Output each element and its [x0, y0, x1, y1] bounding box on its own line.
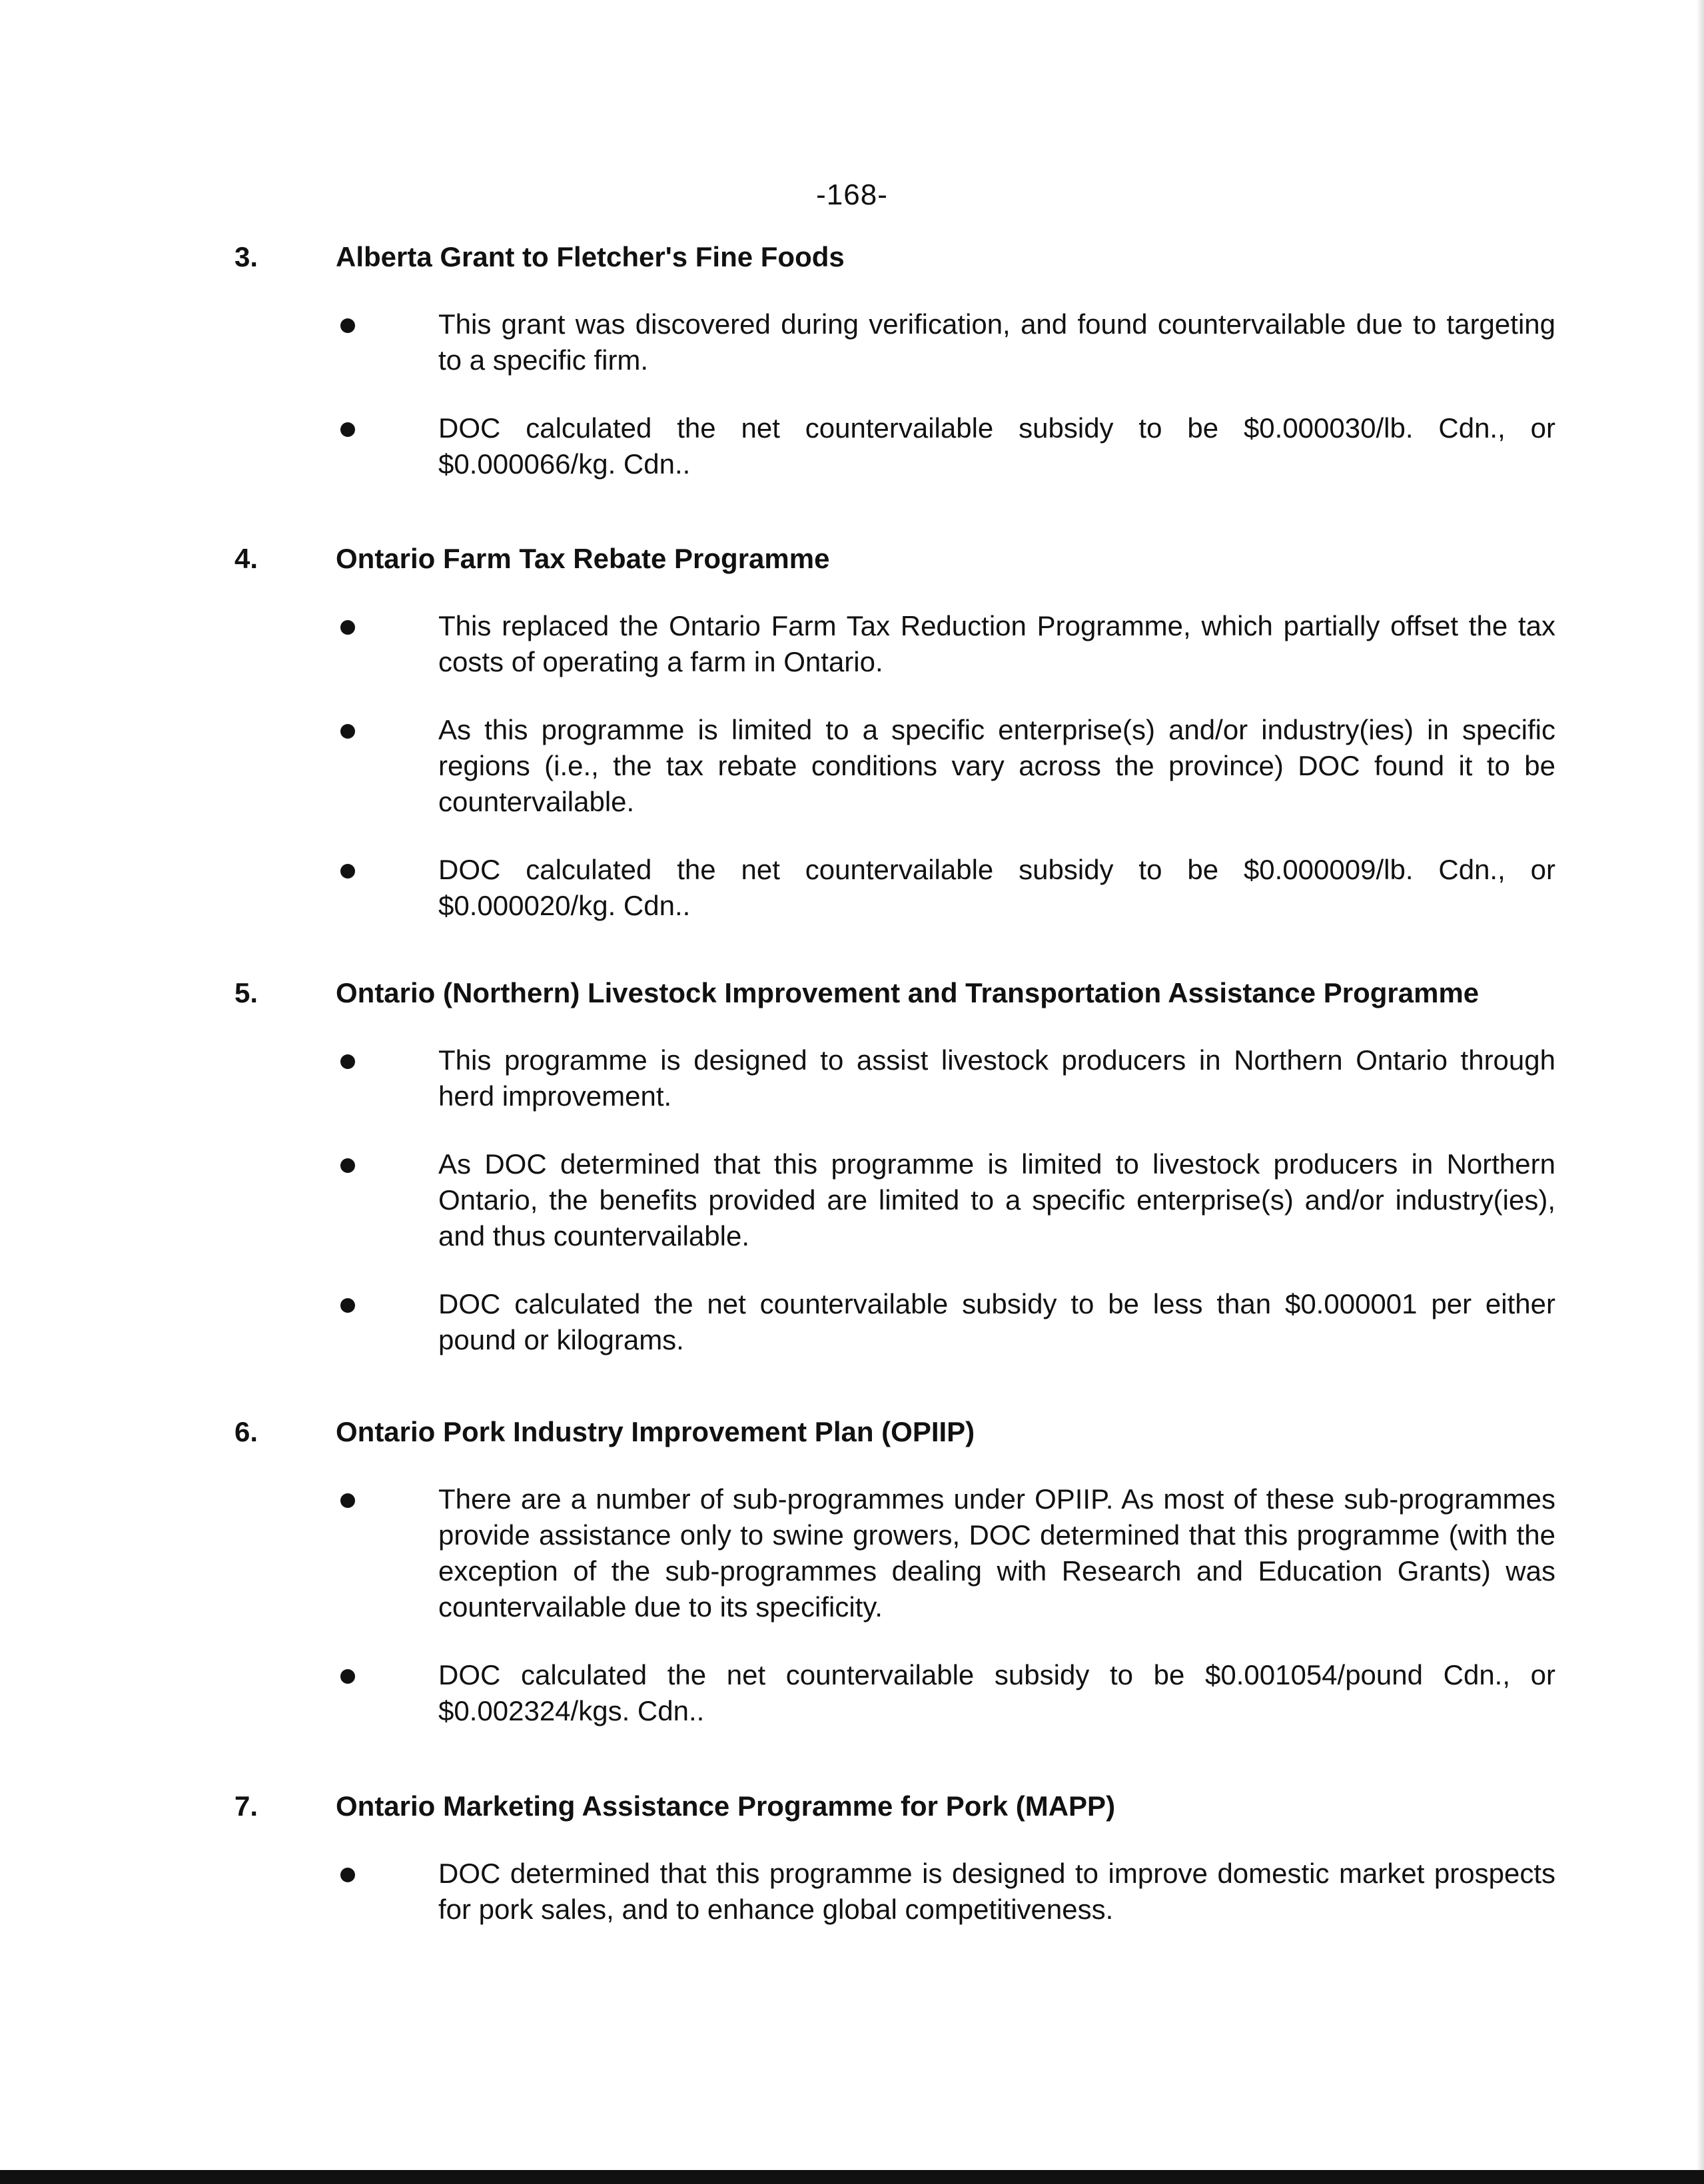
scan-edge-shadow: [1697, 0, 1704, 2184]
list-item-text: DOC calculated the net countervailable subsidy to be $0.000030/lb. Cdn., or $0.000066/kg. Cdn..: [438, 412, 1555, 480]
list-item-text: DOC determined that this programme is designed to improve domestic market prospects for pork sales, and to enhance global competitiveness.: [438, 1858, 1555, 1925]
section-heading: [0, 543, 1704, 583]
section-7: [0, 1790, 1704, 1928]
section-heading: [0, 977, 1704, 1017]
list-item: [0, 306, 1704, 378]
list-item: [0, 1856, 1704, 1928]
section-number: 6.: [234, 1416, 258, 1447]
section-title: Ontario Marketing Assistance Programme for Pork (MAPP): [336, 1790, 1116, 1822]
section-5: [0, 977, 1704, 1358]
list-item: [0, 1042, 1704, 1114]
section-number: 4.: [234, 543, 258, 574]
section-title: Alberta Grant to Fletcher's Fine Foods: [336, 241, 845, 272]
list-item: [0, 1657, 1704, 1729]
section-number: 3.: [234, 241, 258, 272]
list-item: [0, 608, 1704, 680]
list-item-text: DOC calculated the net countervailable subsidy to be $0.001054/pound Cdn., or $0.002324/kgs. Cdn..: [438, 1659, 1555, 1726]
scan-bottom-border: [0, 2170, 1704, 2184]
bullet-icon: [340, 422, 355, 437]
bullet-icon: [340, 864, 355, 879]
list-item: [0, 712, 1704, 820]
page-number: -168-: [816, 179, 888, 211]
list-item: [0, 1146, 1704, 1254]
section-heading: [0, 1416, 1704, 1456]
bullet-icon: [340, 1298, 355, 1313]
section-number: 7.: [234, 1790, 258, 1822]
section-3: [0, 241, 1704, 482]
list-item-text: As DOC determined that this programme is limited to livestock producers in Northern Ontario, the benefits provided are limited to a specific enterprise(s) and/or industry(ies), and thus countervailable.: [438, 1148, 1555, 1252]
section-number: 5.: [234, 977, 258, 1008]
list-item-text: This grant was discovered during verification, and found countervailable due to targeting to a specific firm.: [438, 308, 1555, 376]
list-item-text: DOC calculated the net countervailable subsidy to be less than $0.000001 per either pound or kilograms.: [438, 1288, 1555, 1355]
bullet-icon: [340, 1868, 355, 1882]
section-heading: [0, 241, 1704, 281]
list-item-text: DOC calculated the net countervailable subsidy to be $0.000009/lb. Cdn., or $0.000020/kg. Cdn..: [438, 854, 1555, 921]
list-item: [0, 852, 1704, 924]
bullet-icon: [340, 318, 355, 333]
list-item-text: There are a number of sub-programmes under OPIIP. As most of these sub-programmes provide assistance only to swine growers, DOC determined that this programme (with the exception of the sub-programmes dealing with Research and Education Grants) was countervailable due to its specificity.: [438, 1483, 1555, 1623]
bullet-icon: [340, 724, 355, 739]
bullet-icon: [340, 620, 355, 635]
section-title: Ontario Farm Tax Rebate Programme: [336, 543, 830, 574]
list-item-text: As this programme is limited to a specific enterprise(s) and/or industry(ies) in specific regions (i.e., the tax rebate conditions vary across the province) DOC found it to be countervailable.: [438, 714, 1555, 817]
bullet-icon: [340, 1493, 355, 1508]
section-4: [0, 543, 1704, 924]
section-title: Ontario Pork Industry Improvement Plan (OPIIP): [336, 1416, 975, 1447]
list-item-text: This programme is designed to assist livestock producers in Northern Ontario through herd improvement.: [438, 1044, 1555, 1112]
bullet-icon: [340, 1158, 355, 1173]
list-item: [0, 410, 1704, 482]
bullet-icon: [340, 1054, 355, 1069]
section-heading: [0, 1790, 1704, 1830]
list-item-text: This replaced the Ontario Farm Tax Reduction Programme, which partially offset the tax costs of operating a farm in Ontario.: [438, 610, 1555, 677]
list-item: [0, 1286, 1704, 1358]
list-item: [0, 1481, 1704, 1625]
section-title: Ontario (Northern) Livestock Improvement and Transportation Assistance Programme: [336, 977, 1480, 1008]
section-6: [0, 1416, 1704, 1729]
bullet-icon: [340, 1669, 355, 1684]
